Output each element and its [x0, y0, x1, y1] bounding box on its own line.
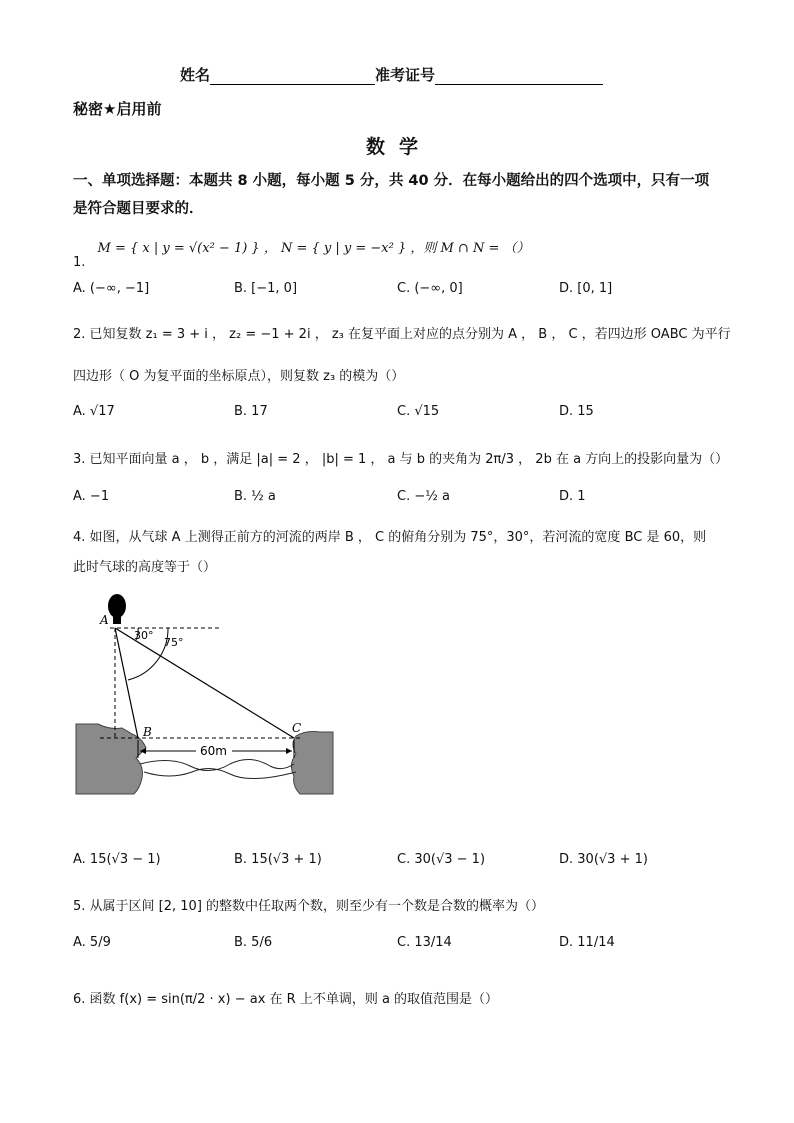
sight-line-c [115, 628, 294, 738]
q3-option-c[interactable]: C. −½ a [397, 489, 450, 504]
q4-line1: 4. 如图，从气球 A 上测得正前方的河流的两岸 B ， C 的俯角分别为 75°，30°，若河流的宽度 BC 是 60，则 [73, 530, 707, 545]
name-label: 姓名 [180, 66, 211, 84]
id-label: 准考证号 [375, 66, 436, 84]
q4-option-d[interactable]: D. 30(√3 + 1) [559, 852, 648, 867]
question-number: 1. [73, 255, 86, 270]
angle-75-label: 75° [164, 636, 184, 649]
q2-option-d[interactable]: D. 15 [559, 404, 594, 419]
q6-line1: 6. 函数 f(x) = sin(π/2 · x) − ax 在 R 上不单调，则 a 的取值范围是（） [73, 992, 499, 1007]
question-1 [73, 237, 530, 270]
width-label: 60m [200, 744, 227, 758]
q4-option-a[interactable]: A. 15(√3 − 1) [73, 852, 161, 867]
q3-line1: 3. 已知平面向量 a ， b ，满足 |a| = 2 ， |b| = 1 ， a 与 b 的夹角为 2π/3 ， 2b 在 a 方向上的投影向量为（） [73, 452, 729, 467]
river-wave-bottom [144, 768, 296, 778]
label-b: B [143, 725, 152, 739]
secret-mark: 秘密★启用前 [73, 100, 162, 118]
q5-option-c[interactable]: C. 13/14 [397, 935, 452, 950]
q2-option-a[interactable]: A. √17 [73, 404, 115, 419]
balloon-basket [113, 617, 121, 624]
id-blank[interactable] [435, 68, 603, 85]
q3-option-a[interactable]: A. −1 [73, 489, 110, 504]
q4-option-b[interactable]: B. 15(√3 + 1) [234, 852, 322, 867]
label-c: C [292, 721, 302, 735]
q5-option-b[interactable]: B. 5/6 [234, 935, 273, 950]
q1-text: M = { x | y = √(x² − 1) } ， N = { y | y = −x² } ，则 M ∩ N = （） [97, 241, 530, 256]
q4-line2: 此时气球的高度等于（） [73, 560, 217, 575]
q4-option-c[interactable]: C. 30(√3 − 1) [397, 852, 486, 867]
q1-option-a[interactable]: A. (−∞, −1] [73, 281, 150, 296]
q5-option-a[interactable]: A. 5/9 [73, 935, 111, 950]
sight-line-b [115, 628, 138, 738]
q2-line1: 2. 已知复数 z₁ = 3 + i ， z₂ = −1 + 2i ， z₃ 在复平面上对应的点分别为 A ， B ， C ，若四边形 OABC 为平行 [73, 327, 731, 342]
q2-line2: 四边形（ O 为复平面的坐标原点），则复数 z₃ 的模为（） [73, 369, 405, 384]
q3-option-d[interactable]: D. 1 [559, 489, 586, 504]
balloon-river-figure [70, 588, 340, 800]
q2-option-b[interactable]: B. 17 [234, 404, 268, 419]
q3-option-b[interactable]: B. ½ a [234, 489, 276, 504]
name-field [180, 64, 603, 85]
q1-option-b[interactable]: B. [−1, 0] [234, 281, 298, 296]
right-bank [291, 732, 333, 795]
left-bank [76, 724, 146, 794]
q1-option-c[interactable]: C. (−∞, 0] [397, 281, 463, 296]
q2-option-c[interactable]: C. √15 [397, 404, 440, 419]
q5-option-d[interactable]: D. 11/14 [559, 935, 615, 950]
balloon-icon [108, 594, 126, 618]
angle-30-label: 30° [134, 629, 154, 642]
label-a: A [100, 613, 109, 627]
q5-line1: 5. 从属于区间 [2, 10] 的整数中任取两个数，则至少有一个数是合数的概率为（） [73, 899, 545, 914]
q1-option-d[interactable]: D. [0, 1] [559, 281, 613, 296]
name-blank[interactable] [210, 68, 375, 85]
arrow-right-icon [286, 748, 292, 754]
page-title: 数学 [366, 136, 433, 158]
section-heading: 一、单项选择题：本题共 8 小题，每小题 5 分，共 40 分．在每小题给出的四个选项中，只有一项是符合题目要求的． [73, 173, 710, 217]
